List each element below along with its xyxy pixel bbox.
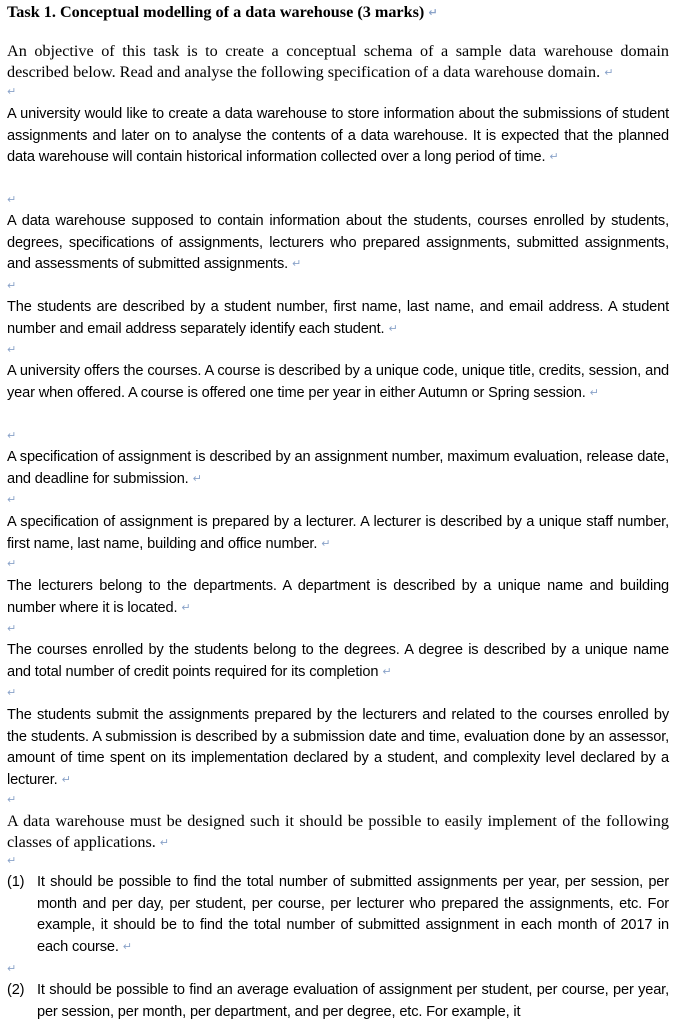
list-item — [7, 980, 669, 1024]
paragraph-mark-icon: ↵ — [181, 600, 191, 614]
paragraph-students: The students are described by a student number, first name, last name, and email address. A student number and email address separately identify each student. ↵ — [7, 297, 669, 340]
empty-paragraph-mark-icon: ↵ — [7, 343, 17, 356]
empty-paragraph-mark-icon: ↵ — [7, 854, 17, 867]
empty-paragraph-mark-icon: ↵ — [7, 622, 17, 635]
paragraph-mark-icon: ↵ — [428, 6, 438, 19]
list-item-text: It should be possible to find an average evaluation of assignment per student, per course, per year, per session, per month, per department, and per degree, etc. For example, it — [37, 982, 669, 1020]
empty-paragraph-mark-icon: ↵ — [7, 429, 17, 442]
paragraph-mark-icon: ↵ — [388, 321, 398, 335]
paragraph-assignment-spec: A specification of assignment is described by an assignment number, maximum evaluation, release date, and deadline for submission. ↵ — [7, 447, 669, 490]
paragraph-degrees: The courses enrolled by the students belong to the degrees. A degree is described by a unique name and total number of credit points required for its completion ↵ — [7, 640, 669, 683]
list-number: (1) — [7, 874, 25, 890]
task-heading: Task 1. Conceptual modelling of a data warehouse (3 marks) ↵ — [7, 2, 438, 25]
list-item-text: It should be possible to find the total number of submitted assignments per year, per session, per month and per day, per student, per course, per lecturer who prepared the assignments, etc. For example, it should be to find the total number of submitted assignment in each month of 2017 in each course. ↵ — [37, 872, 669, 958]
empty-paragraph-mark-icon: ↵ — [7, 193, 17, 206]
paragraph-mark-icon: ↵ — [382, 664, 392, 678]
empty-paragraph-mark-icon: ↵ — [7, 279, 17, 292]
paragraph-mark-icon: ↵ — [589, 385, 599, 399]
paragraph-applications: A data warehouse must be designed such it should be possible to easily implement of the following classes of applications. ↵ — [7, 811, 669, 854]
paragraph-courses: A university offers the courses. A course is described by a unique code, unique title, credits, session, and year when offered. A course is offered one time per year in either Autumn or Spring session. ↵ — [7, 361, 669, 404]
list-item — [7, 872, 669, 962]
paragraph-purpose: A university would like to create a data warehouse to store information about the submissions of student assignments and later on to analyse the contents of a data warehouse. It is expected that the planned data warehouse will contain historical information collected over a long period of time. ↵ — [7, 104, 669, 169]
empty-paragraph-mark-icon: ↵ — [7, 686, 17, 699]
paragraph-mark-icon: ↵ — [61, 772, 71, 786]
empty-paragraph-mark-icon: ↵ — [7, 493, 17, 506]
paragraph-mark-icon: ↵ — [122, 939, 132, 953]
paragraph-mark-icon: ↵ — [604, 65, 614, 79]
empty-paragraph-mark-icon: ↵ — [7, 557, 17, 570]
intro-paragraph: An objective of this task is to create a conceptual schema of a sample data warehouse domain described below. Read and analyse the following specification of a data warehouse domain. ↵ — [7, 41, 669, 84]
paragraph-mark-icon: ↵ — [321, 536, 331, 550]
paragraph-mark-icon: ↵ — [549, 150, 559, 163]
paragraph-contents: A data warehouse supposed to contain information about the students, courses enrolled by students, degrees, specifications of assignments, lecturers who prepared assignments, submitted assignments, and assessments of submitted assignments. ↵ — [7, 211, 669, 276]
empty-paragraph-mark-icon: ↵ — [7, 793, 17, 806]
paragraph-lecturer: A specification of assignment is prepared by a lecturer. A lecturer is described by a unique staff number, first name, last name, building and office number. ↵ — [7, 512, 669, 555]
empty-paragraph-mark-icon: ↵ — [7, 962, 17, 975]
empty-paragraph-mark-icon: ↵ — [7, 85, 17, 98]
paragraph-departments: The lecturers belong to the departments. A department is described by a unique name and building number where it is located. ↵ — [7, 576, 669, 619]
paragraph-submissions: The students submit the assignments prepared by the lecturers and related to the courses enrolled by the students. A submission is described by a submission date and time, evaluation done by an assessor, amount of time spent on its implementation declared by a student, and complexity level declared by a lecturer. ↵ — [7, 705, 669, 791]
paragraph-mark-icon: ↵ — [159, 835, 170, 849]
list-number: (2) — [7, 982, 25, 998]
paragraph-mark-icon: ↵ — [292, 257, 302, 270]
paragraph-mark-icon: ↵ — [192, 471, 202, 485]
